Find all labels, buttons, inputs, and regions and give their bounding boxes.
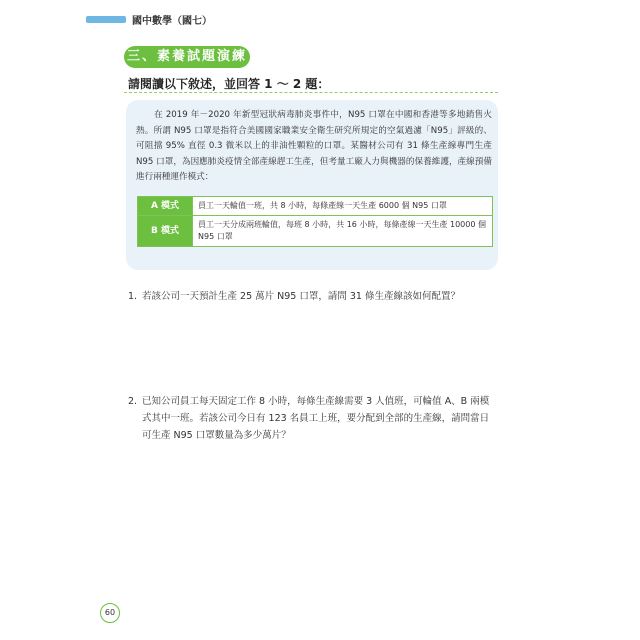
header-accent-bar <box>86 16 126 23</box>
question-1 <box>128 288 498 305</box>
question-text: 已知公司員工每天固定工作 8 小時，每條生產線需要 3 人值班，可輪值 A、B 兩模式其中一班。若該公司今日有 123 名員工上班，要分配到全部的生產線，請問當日可生產 N95 口罩數量為多少萬片？ <box>142 396 490 441</box>
mode-a-label: A 模式 <box>138 197 193 216</box>
question-number: 2. <box>128 396 138 407</box>
mode-table <box>137 196 493 247</box>
section-banner: 三、素養試題演練 <box>124 46 250 68</box>
page-number: 60 <box>100 603 120 623</box>
question-number: 1. <box>128 291 138 302</box>
prompt-divider <box>124 92 498 93</box>
mode-a-description: 員工一天輪值一班，共 8 小時，每條產線一天生產 6000 個 N95 口罩 <box>193 197 493 216</box>
mode-b-label: B 模式 <box>138 216 193 247</box>
header-title: 國中數學（國七） <box>132 16 212 27</box>
question-text: 若該公司一天預計生產 25 萬片 N95 口罩，請問 31 條生產線該如何配置？ <box>142 291 460 302</box>
question-2 <box>128 393 498 444</box>
reading-prompt: 請閱讀以下敘述，並回答 1 ～ 2 題： <box>128 77 330 91</box>
passage-text: 在 2019 年－2020 年新型冠狀病毒肺炎事件中，N95 口罩在中國和香港等多地銷售火熱。所謂 N95 口罩是指符合美國國家職業安全衛生研究所規定的空氣過濾「N95」評級的、可阻擋 95% 直徑 0.3 微米以上的非油性顆粒的口罩。某醫材公司有 31 條生產線專門生產 N95 口罩，為因應肺炎疫情全部產線趕工生產，但考量工廠人力與機器的保養維護，產線預備進行兩種運作模式： <box>136 110 492 183</box>
mode-b-description: 員工一天分成兩班輪值，每班 8 小時，共 16 小時，每條產線一天生產 10000 個 N95 口罩 <box>193 216 493 247</box>
table-row <box>138 216 493 247</box>
table-row <box>138 197 493 216</box>
